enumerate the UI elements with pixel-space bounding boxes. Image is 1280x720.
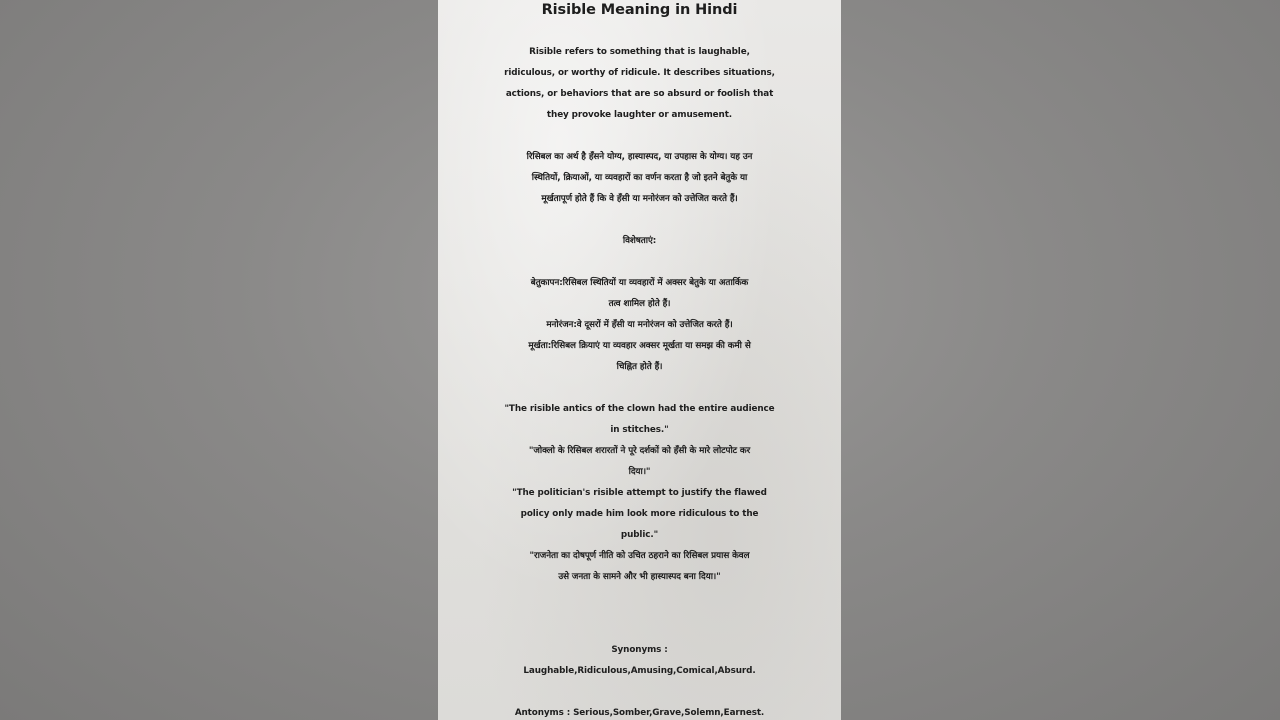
synonyms-list: Laughable,Ridiculous,Amusing,Comical,Absurd. xyxy=(523,666,756,676)
english-definition xyxy=(438,42,841,126)
example-line: उसे जनता के सामने और भी हास्यास्पद बना दिया।" xyxy=(558,572,721,582)
spacer xyxy=(438,378,841,399)
example-line: "The politician's risible attempt to justify the flawed xyxy=(512,488,767,498)
hindi-definition-line: मूर्खतापूर्ण होते हैं कि वे हँसी या मनोरंजन को उत्तेजित करते हैं। xyxy=(541,194,738,204)
page-title: Risible Meaning in Hindi xyxy=(541,2,738,18)
hindi-definition-line: स्थितियों, क्रियाओं, या व्यवहारों का वर्णन करता है जो इतने बेतुके या xyxy=(531,173,748,183)
antonyms-list: Antonyms : Serious,Somber,Grave,Solemn,Earnest. xyxy=(514,708,765,718)
examples-list xyxy=(438,399,841,588)
english-definition-line: ridiculous, or worthy of ridicule. It describes situations, xyxy=(504,68,775,78)
example-line: policy only made him look more ridiculous to the xyxy=(520,509,759,519)
features-list xyxy=(438,273,841,378)
example-line: "राजनेता का दोषपूर्ण नीति को उचित ठहराने का रिसिबल प्रयास केवल xyxy=(529,551,750,561)
spacer xyxy=(438,210,841,231)
example-line: "The risible antics of the clown had the entire audience xyxy=(504,404,775,414)
hindi-definition-line: रिसिबल का अर्थ है हँसने योग्य, हास्यास्पद, या उपहास के योग्य। यह उन xyxy=(526,152,753,162)
features-heading: विशेषताएं: xyxy=(622,236,657,246)
example-line: in stitches." xyxy=(610,425,669,435)
english-definition-line: they provoke laughter or amusement. xyxy=(546,110,733,120)
feature-line: चिह्नित होते हैं। xyxy=(616,362,663,372)
spacer xyxy=(438,126,841,147)
example-line: दिया।" xyxy=(628,467,651,477)
example-line: public." xyxy=(620,530,659,540)
feature-line: बेतुकापन:रिसिबल स्थितियों या व्यवहारों में अक्सर बेतुके या अतार्किक xyxy=(530,278,749,288)
example-line: "जोक्लो के रिसिबल शरारतों ने पूरे दर्शकों को हँसी के मारे लोटपोट कर xyxy=(528,446,751,456)
spacer xyxy=(438,682,841,703)
english-definition-line: Risible refers to something that is laughable, xyxy=(529,47,750,57)
spacer xyxy=(438,588,841,640)
spacer xyxy=(438,252,841,273)
english-definition-line: actions, or behaviors that are so absurd or foolish that xyxy=(505,89,774,99)
feature-line: तत्व शामिल होते हैं। xyxy=(608,299,671,309)
hindi-definition xyxy=(438,147,841,210)
spacer xyxy=(438,21,841,42)
document-page xyxy=(438,0,841,720)
synonyms-heading: Synonyms : xyxy=(611,645,668,655)
feature-line: मूर्खता:रिसिबल क्रियाएं या व्यवहार अक्सर मूर्खता या समझ की कमी से xyxy=(528,341,751,351)
feature-line: मनोरंजन:वे दूसरों में हँसी या मनोरंजन को उत्तेजित करते हैं। xyxy=(546,320,733,330)
